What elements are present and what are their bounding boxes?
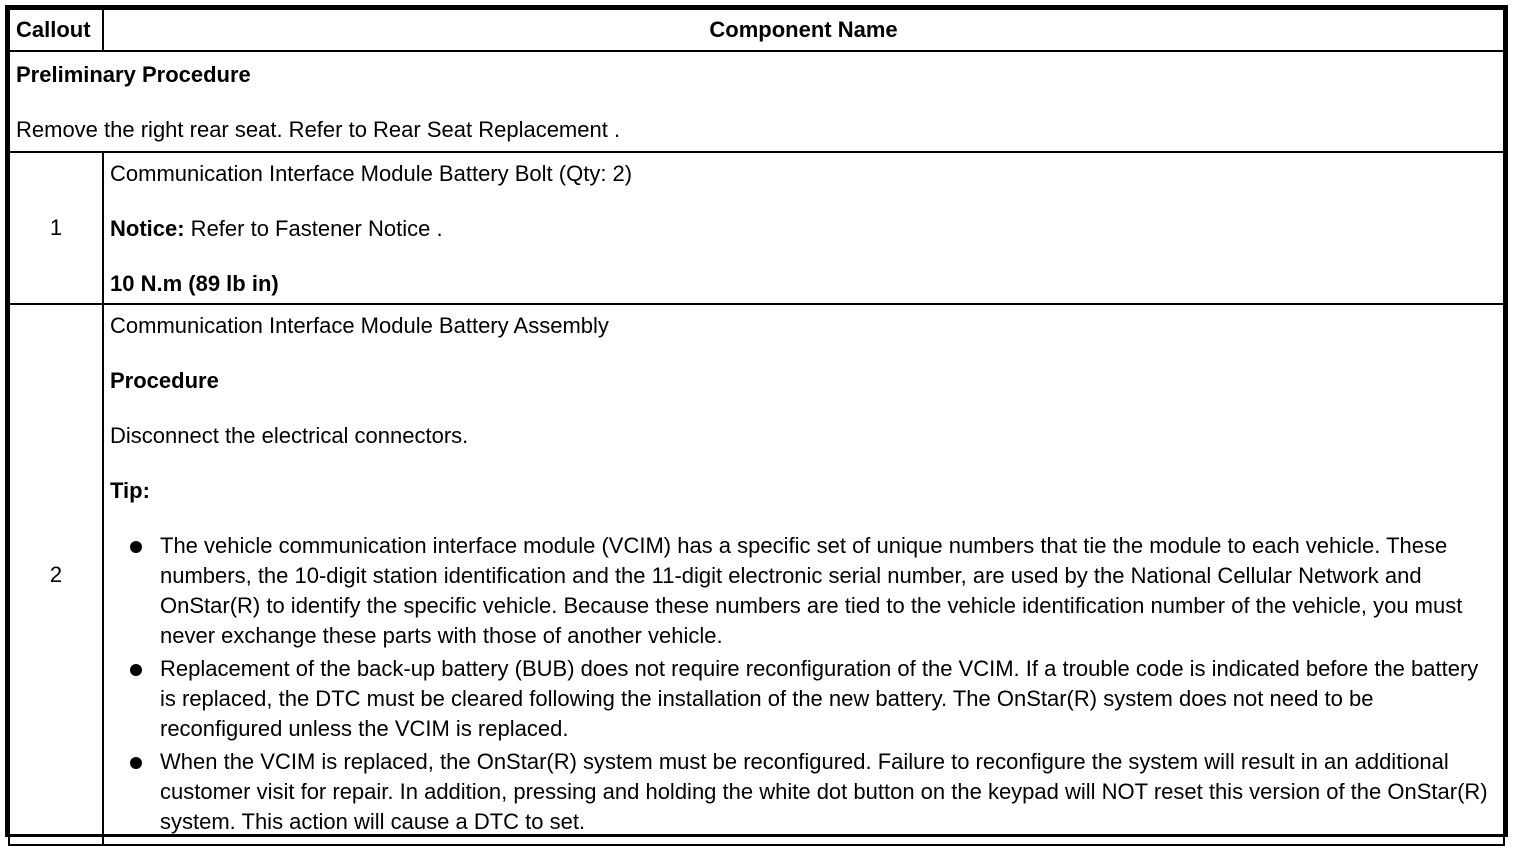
component-cell [103,152,1504,304]
bullet-icon [130,541,142,553]
torque-spec: 10 N.m (89 lb in) [110,271,279,296]
tip-label: Tip: [110,478,150,503]
procedure-label: Procedure [110,368,219,393]
preliminary-row [9,51,1504,152]
list-item [110,531,1497,651]
fastener-notice-link[interactable]: Fastener Notice [275,216,431,241]
tip-text: The vehicle communication interface module (VCIM) has a specific set of unique numbers that tie the module to each vehicle. These numbers, the 10-digit station identification and the 11-digit electronic serial number, are used by the National Cellular Network and OnStar(R) to identify the specific vehicle. Because these numbers are tied to the vehicle identification number of the vehicle, you must never exchange these parts with those of another vehicle. [160,533,1463,648]
tip-text: Replacement of the back-up battery (BUB) does not require reconfiguration of the VCIM. If a trouble code is indicated before the battery is replaced, the DTC must be cleared following the installation of the new battery. The OnStar(R) system does not need to be reconfigured unless the VCIM is replaced. [160,656,1479,741]
component-name: Communication Interface Module Battery Bolt (Qty: 2) [110,161,633,186]
tip-text: When the VCIM is replaced, the OnStar(R) system must be reconfigured. Failure to reconfigure the system will result in an additional customer visit for repair. In addition, pressing and holding the white dot button on the keypad will NOT reset this version of the OnStar(R) system. This action will cause a DTC to set. [160,749,1488,834]
table-row [9,152,1504,304]
list-item [110,747,1497,837]
component-table [8,8,1505,846]
list-item [110,654,1497,744]
callout-number: 1 [9,152,103,304]
bullet-icon [130,757,142,769]
component-name: Communication Interface Module Battery Assembly [110,313,609,338]
table-header-row [9,9,1504,51]
notice-text: Refer to [184,216,276,241]
preliminary-text: Remove the right rear seat. Refer to Rear Seat Replacement . [16,117,621,142]
procedure-step: Disconnect the electrical connectors. [110,423,469,448]
bullet-icon [130,664,142,676]
notice-line [110,214,1497,244]
component-cell [103,304,1504,845]
notice-end: . [430,216,443,241]
component-table-frame [5,5,1508,837]
callout-column-header: Callout [9,9,103,51]
component-name-column-header: Component Name [103,9,1504,51]
preliminary-title: Preliminary Procedure [16,62,251,87]
tip-list [110,531,1497,837]
notice-label: Notice: [110,216,185,241]
preliminary-cell [9,51,1504,152]
table-row [9,304,1504,845]
callout-number: 2 [9,304,103,845]
